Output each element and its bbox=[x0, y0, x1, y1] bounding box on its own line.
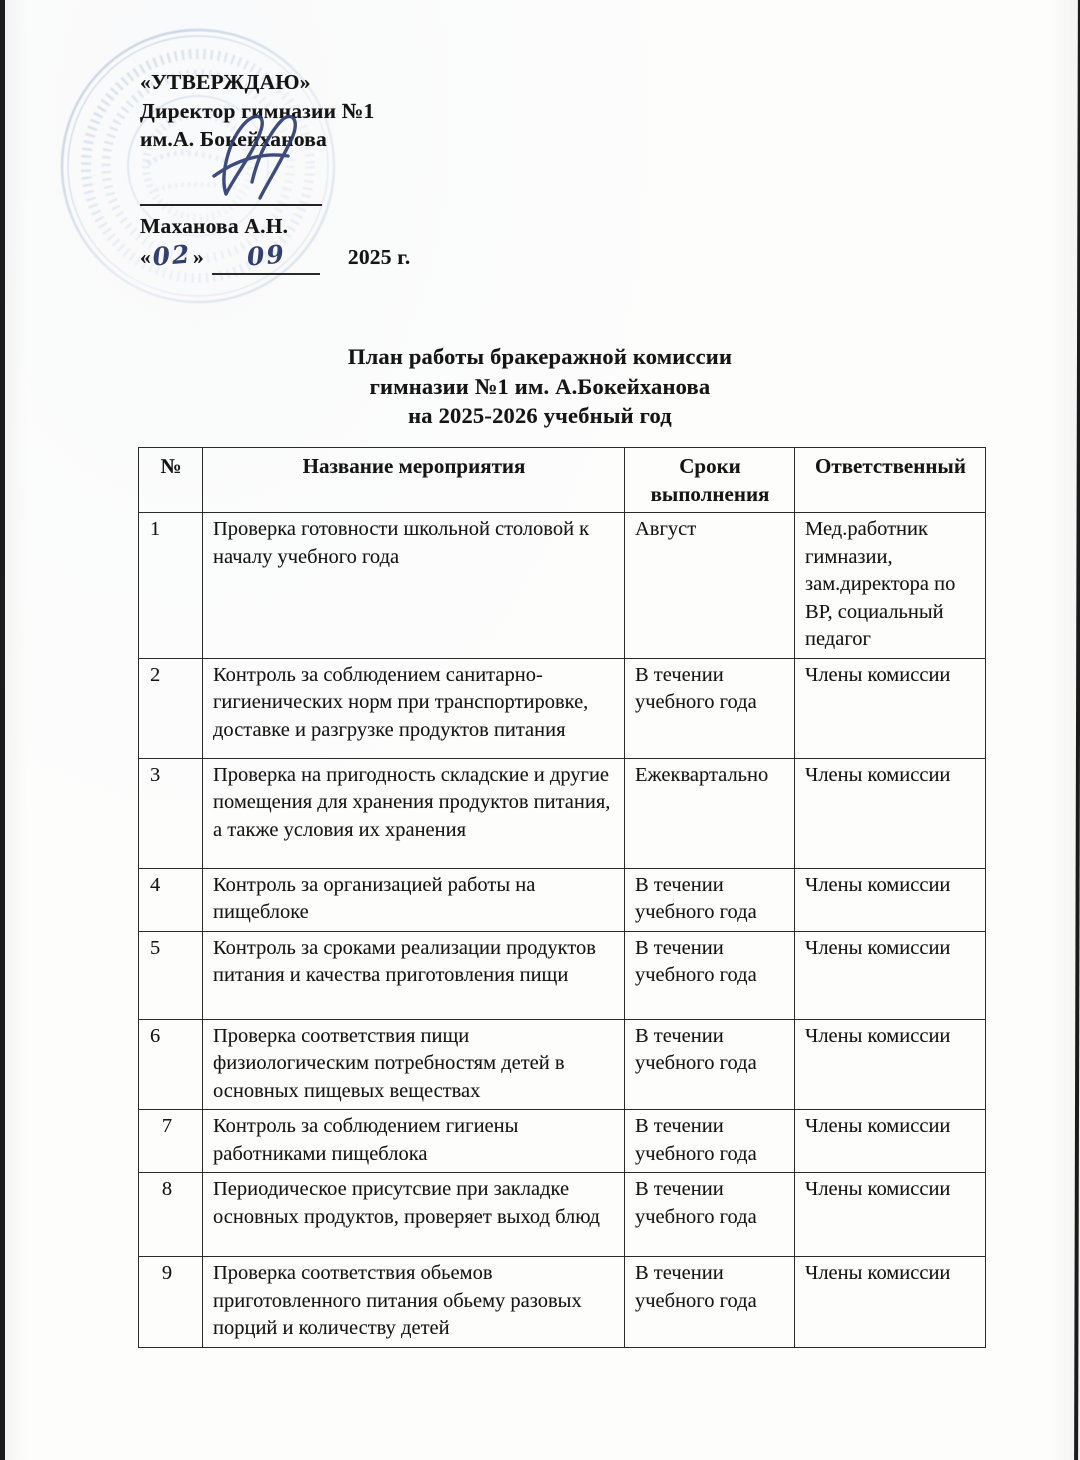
responsible-cell: Члены комиссии bbox=[795, 1173, 986, 1257]
period-cell: В течении учебного года bbox=[625, 658, 795, 758]
title-line-1: План работы бракеражной комиссии bbox=[347, 344, 733, 369]
responsible-cell: Члены комиссии bbox=[795, 868, 986, 931]
row-number-cell: 4 bbox=[139, 868, 203, 931]
scan-edge-right bbox=[1074, 0, 1080, 1460]
responsible-cell: Члены комиссии bbox=[795, 1110, 986, 1173]
table-row bbox=[139, 1257, 986, 1348]
table-row bbox=[139, 758, 986, 868]
table-row bbox=[139, 868, 986, 931]
period-cell: В течении учебного года bbox=[625, 1173, 795, 1257]
period-cell: В течении учебного года bbox=[625, 931, 795, 1019]
quote-open: « bbox=[140, 245, 151, 269]
activity-cell: Контроль за организацией работы на пищеблоке bbox=[203, 868, 625, 931]
approval-block bbox=[140, 68, 430, 275]
period-cell: В течении учебного года bbox=[625, 1110, 795, 1173]
plan-table-body bbox=[139, 513, 986, 1348]
row-number-cell: 8 bbox=[139, 1173, 203, 1257]
activity-cell: Проверка соответствия обьемов приготовленного питания обьему разовых порций и количеству детей bbox=[203, 1257, 625, 1348]
title-line-2: гимназии №1 им. А.Бокейханова bbox=[369, 373, 711, 399]
header-activity: Название мероприятия bbox=[203, 448, 625, 513]
row-number-cell: 7 bbox=[139, 1110, 203, 1173]
scan-edge-left bbox=[0, 0, 5, 1460]
activity-cell: Контроль за соблюдением санитарно-гигиенических норм при транспортировке, доставке и разгрузке продуктов питания bbox=[203, 658, 625, 758]
year-text: 2025 г. bbox=[347, 245, 411, 269]
header-responsible: Ответственный bbox=[795, 448, 986, 513]
header-period: Сроки выполнения bbox=[625, 448, 795, 513]
handwritten-month: 09 bbox=[245, 239, 287, 272]
table-row bbox=[139, 1019, 986, 1110]
quote-close: » bbox=[192, 245, 204, 269]
activity-cell: Периодическое присутсвие при закладке основных продуктов, проверяет выход блюд bbox=[203, 1173, 625, 1257]
approval-date-line bbox=[140, 239, 430, 275]
table-row bbox=[139, 658, 986, 758]
approval-line-named-after: им.А. Бокейханова bbox=[140, 127, 328, 151]
handwritten-day: 02 bbox=[151, 239, 193, 272]
responsible-cell: Члены комиссии bbox=[795, 1257, 986, 1348]
table-row bbox=[139, 931, 986, 1019]
approval-line-director: Директор гимназии №1 bbox=[140, 98, 375, 123]
activity-cell: Контроль за соблюдением гигиены работниками пищеблока bbox=[203, 1110, 625, 1173]
period-cell: В течении учебного года bbox=[625, 1257, 795, 1348]
table-row bbox=[139, 1110, 986, 1173]
activity-cell: Контроль за сроками реализации продуктов питания и качества приготовления пищи bbox=[203, 931, 625, 1019]
responsible-cell: Члены комиссии bbox=[795, 658, 986, 758]
period-cell: В течении учебного года bbox=[625, 868, 795, 931]
plan-table bbox=[138, 447, 986, 1348]
signature-scribble-icon bbox=[192, 98, 322, 208]
responsible-cell: Члены комиссии bbox=[795, 931, 986, 1019]
activity-cell: Проверка соответствия пищи физиологическим потребностям детей в основных пищевых веществах bbox=[203, 1019, 625, 1110]
responsible-cell: Члены комиссии bbox=[795, 758, 986, 868]
signature-area bbox=[140, 154, 430, 212]
row-number-cell: 1 bbox=[139, 513, 203, 659]
document-title bbox=[0, 342, 1080, 431]
signature-line bbox=[140, 204, 322, 206]
period-cell: Ежеквартально bbox=[625, 758, 795, 868]
responsible-cell: Члены комиссии bbox=[795, 1019, 986, 1110]
period-cell: В течении учебного года bbox=[625, 1019, 795, 1110]
row-number-cell: 6 bbox=[139, 1019, 203, 1110]
responsible-cell: Мед.работник гимназии, зам.директора по ВР, социальный педагог bbox=[795, 513, 986, 659]
row-number-cell: 2 bbox=[139, 658, 203, 758]
title-line-3: на 2025-2026 учебный год bbox=[408, 403, 672, 428]
activity-cell: Проверка на пригодность складские и другие помещения для хранения продуктов питания, а также условия их хранения bbox=[203, 758, 625, 868]
period-cell: Август bbox=[625, 513, 795, 659]
signatory-name: Маханова А.Н. bbox=[140, 213, 289, 238]
month-blank-line bbox=[212, 239, 320, 275]
row-number-cell: 5 bbox=[139, 931, 203, 1019]
row-number-cell: 9 bbox=[139, 1257, 203, 1348]
header-number: № bbox=[139, 448, 203, 513]
table-row bbox=[139, 513, 986, 659]
table-row bbox=[139, 1173, 986, 1257]
activity-cell: Проверка готовности школьной столовой к началу учебного года bbox=[203, 513, 625, 659]
approval-line-approve: «УТВЕРЖДАЮ» bbox=[140, 70, 311, 94]
row-number-cell: 3 bbox=[139, 758, 203, 868]
table-header-row bbox=[139, 448, 986, 513]
